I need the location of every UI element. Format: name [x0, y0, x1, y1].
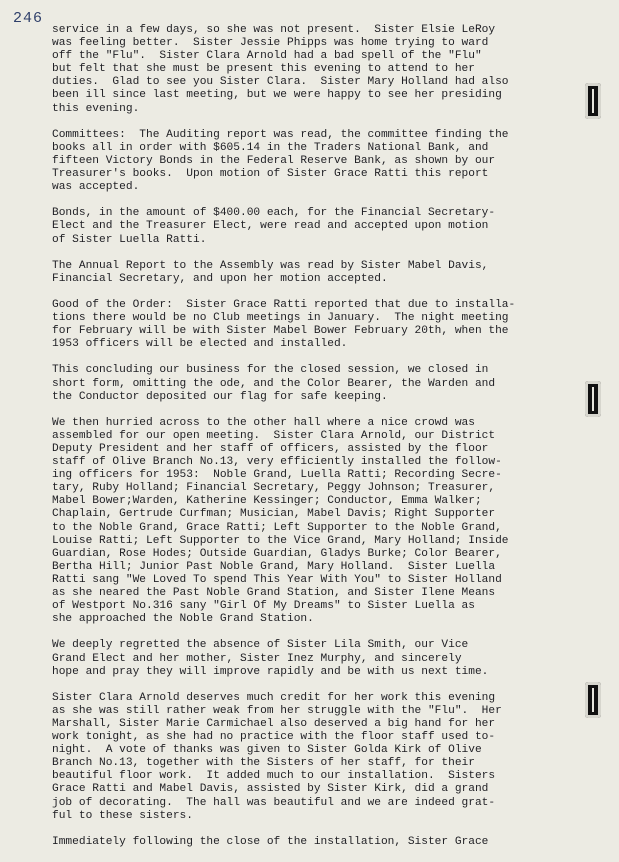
paragraph-committees: Committees: The Auditing report was read, the committee finding the books all in order with $605.14 in the Traders National Bank, and fifteen Victory Bonds in the Federal Reserve Bank, as shown by our Treasurer's books. Upon motion of Sister Grace Ratti this report was accepted.: [52, 128, 509, 194]
document-body: [52, 24, 572, 862]
binder-hole-icon: [585, 83, 601, 119]
paragraph-following: Immediately following the close of the installation, Sister Grace: [52, 835, 489, 848]
binder-hole-icon: [585, 682, 601, 718]
paragraph-installation: We then hurried across to the other hall where a nice crowd was assembled for our open meeting. Sister Clara Arnold, our District Deputy President and her staff of officers, assisted by the floor staff of Olive Branch No.13, very efficiently installed the follow- ing officers for 1953: Noble Grand, Luella Ratti; Recording Secre- tary, Ruby Holland; Financial Secretary, Peggy Johnson; Treasurer, Mabel Bower;Warden, Katherine Kessinger; Conductor, Emma Walker; Chaplain, Gertrude Curfman; Musician, Mabel Davis; Right Supporter to the Noble Grand, Grace Ratti; Left Supporter to the Noble Grand, Louise Ratti; Left Supporter to the Vice Grand, Mary Holland; Inside Guardian, Rose Hodes; Outside Guardian, Gladys Burke; Color Bearer, Bertha Hill; Junior Past Noble Grand, Mary Holland. Sister Luella Ratti sang "We Loved To spend This Year With You" to Sister Holland as she neared the Past Noble Grand Station, and Sister Ilene Means of Westport No.316 sany "Girl Of My Dreams" to Sister Luella as she approached the Noble Grand Station.: [52, 416, 509, 626]
paragraph-good-of-order: Good of the Order: Sister Grace Ratti reported that due to installa- tions there would be no Club meetings in January. The night meeting for February will be with Sister Mabel Bower February 20th, when the 1953 officers will be elected and installed.: [52, 298, 516, 351]
paragraph-closed-session: This concluding our business for the closed session, we closed in short form, omitting the ode, and the Color Bearer, the Warden and the Conductor deposited our flag for safe keeping.: [52, 364, 496, 403]
binder-hole-icon: [585, 381, 601, 417]
paragraph-bonds: Bonds, in the amount of $400.00 each, for the Financial Secretary- Elect and the Treasurer Elect, were read and accepted upon motion of Sister Luella Ratti.: [52, 207, 496, 246]
paragraph-thanks: Sister Clara Arnold deserves much credit for her work this evening as she was still rather weak from her struggle with the "Flu". Her Marshall, Sister Marie Carmichael also deserved a big hand for her work tonight, as she had no practice with the floor staff used to- night. A vote of thanks was given to Sister Golda Kirk of Olive Branch No.13, together with the Sisters of her staff, for their beautiful floor work. It added much to our installation. Sisters Grace Ratti and Mabel Davis, assisted by Sister Kirk, did a grand job of decorating. The hall was beautiful and we are indeed grat- ful to these sisters.: [52, 691, 502, 822]
paragraph-annual-report: The Annual Report to the Assembly was read by Sister Mabel Davis, Financial Secretary, and upon her motion accepted.: [52, 259, 489, 285]
paragraph-absence-regret: We deeply regretted the absence of Sister Lila Smith, our Vice Grand Elect and her mother, Sister Inez Murphy, and sincerely hope and pray they will improve rapidly and be with us next time.: [52, 639, 489, 678]
page-number: 246: [13, 10, 44, 27]
paragraph-absences: service in a few days, so she was not present. Sister Elsie LeRoy was feeling better. Sister Jessie Phipps was home trying to ward off the "Flu". Sister Clara Arnold had a bad spell of the "Flu" but felt that she must be present this evening to attend to her duties. Glad to see you Sister Clara. Sister Mary Holland had also been ill since last meeting, but we were happy to see her presiding this evening.: [52, 24, 509, 115]
